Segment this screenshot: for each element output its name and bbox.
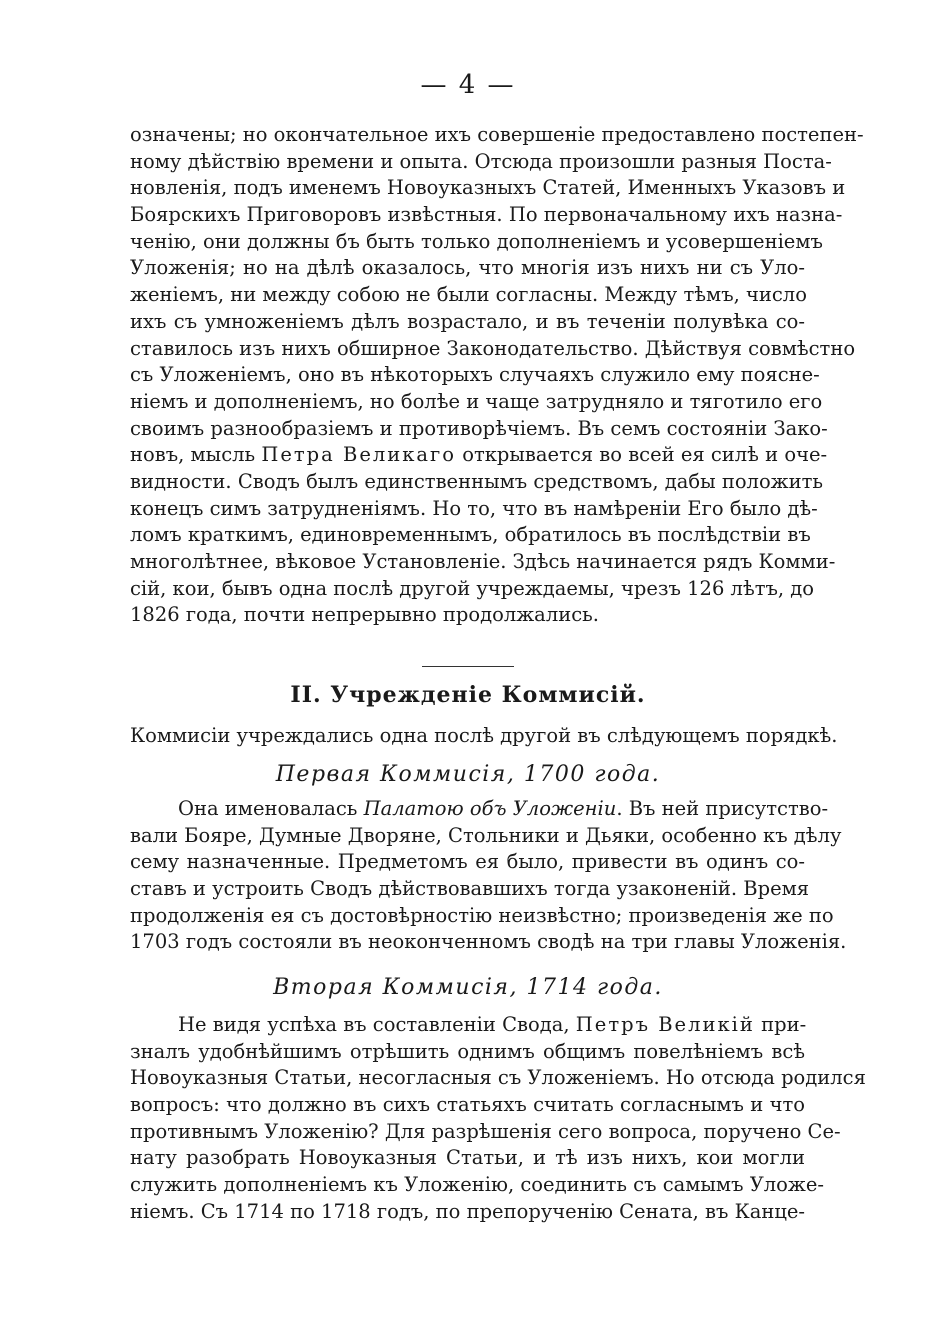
text-line: сему назначенные. Предметомъ ея было, привести въ одинъ со- [130,850,805,874]
text-line: съ Уложеніемъ, оно въ нѣкоторыхъ случаяхъ служило ему поясне- [130,363,820,387]
section-divider [422,666,514,667]
text-line: вопросъ: что должно въ сихъ статьяхъ считать согласнымъ и что [130,1093,805,1117]
text-line: зналъ удобнѣйшимъ отрѣшить однимъ общимъ повелѣніемъ всѣ [130,1039,805,1063]
text-line [130,442,828,469]
text-line: вали Бояре, Думные Дворяне, Стольники и Дьяки, особенно къ дѣлу [130,823,842,847]
text-line: ихъ съ умноженіемъ дѣлъ возрастало, и въ теченіи полувѣка со- [130,309,805,333]
text-line: конецъ симъ затрудненіямъ. Но то, что въ намѣреніи Его было дѣ- [130,496,818,520]
text-line: 1826 года, почти непрерывно продолжались. [130,603,599,627]
text-line: противнымъ Уложенію? Для разрѣшенія сего вопроса, поручено Се- [130,1119,841,1143]
text-line: продолженія ея съ достовѣрностію неизвѣстно; произведенія же по [130,903,834,927]
paragraph-1 [130,122,864,629]
text-line: ставилось изъ нихъ обширное Законодательство. Дѣйствуя совмѣстно [130,336,856,360]
section-title: II. Учрежденіе Коммисій. [290,682,646,708]
subheading-first-commission: Первая Коммисія, 1700 года. [275,762,661,787]
italic-term: Палатою объ Уложеніи [363,797,617,820]
text-line: означены; но окончательное ихъ совершеніе предоставлено постепен- [130,123,864,146]
text-line: своимъ разнообразіемъ и противорѣчіемъ. Въ семъ состояніи Зако- [130,416,828,440]
text-line: ломъ краткимъ, единовременнымъ, обратилось въ послѣдствіи въ [130,523,811,547]
text-line: служить дополненіемъ къ Уложенію, соединить съ самымъ Уложе- [130,1173,824,1197]
text-line: нату разобрать Новоуказныя Статьи, и тѣ изъ нихъ, кои могли [130,1146,805,1170]
text-line: Боярскихъ Приговоровъ извѣстныя. По первоначальному ихъ назна- [130,203,843,227]
text-line [130,1012,805,1039]
paragraph-3 [130,1012,866,1226]
proper-name: Петръ Великій [575,1013,755,1036]
text-segment: Не видя успѣха въ составленіи Свода, [178,1013,576,1036]
proper-name: Петра Великаго [261,443,457,467]
text-line [130,796,829,823]
text-segment: Она именовалась [178,797,364,820]
text-line: Новоуказныя Статьи, несогласныя съ Уложеніемъ. Но отсюда родился [130,1066,866,1090]
text-line: ставъ и устроить Сводъ дѣйствовавшихъ тогда узаконеній. Время [130,877,810,901]
text-segment: при- [754,1013,807,1036]
paragraph-2 [130,796,847,956]
text-line: ному дѣйствію времени и опыта. Отсюда произошли разныя Поста- [130,149,832,173]
text-line: женіемъ, ни между собою не были согласны. Между тѣмъ, число [130,283,807,307]
text-line: Уложенія; но на дѣлѣ оказалось, что многія изъ нихъ ни съ Уло- [130,256,805,280]
text-line: сій, кои, бывъ одна послѣ другой учреждаемы, чрезъ 126 лѣтъ, до [130,576,815,600]
subheading-second-commission: Вторая Коммисія, 1714 года. [273,975,663,1000]
text-line: новленія, подъ именемъ Новоуказныхъ Статей, Именныхъ Указовъ и [130,176,846,200]
text-segment: . Въ ней присутство- [616,797,829,820]
text-line: 1703 годъ состояли въ неоконченномъ сводѣ на три главы Уложенія. [130,930,847,954]
page-number: — 4 — [420,70,516,100]
text-line: многолѣтнее, вѣковое Установленіе. Здѣсь начинается рядъ Комми- [130,550,836,573]
section-intro: Коммисіи учреждались одна послѣ другой въ слѣдующемъ порядкѣ. [130,724,838,747]
text-segment: открывается во всей ея силѣ и оче- [456,443,828,467]
text-line: ніемъ. Съ 1714 по 1718 годъ, по препорученію Сената, въ Канце- [130,1199,805,1223]
text-line: ніемъ и дополненіемъ, но болѣе и чаще затрудняло и тяготило его [130,389,823,413]
text-line: видности. Сводъ былъ единственнымъ средствомъ, дабы положить [130,469,824,493]
text-segment: новъ, мысль [130,443,262,467]
text-line: ченію, они должны бъ быть только дополненіемъ и усовершеніемъ [130,229,823,253]
